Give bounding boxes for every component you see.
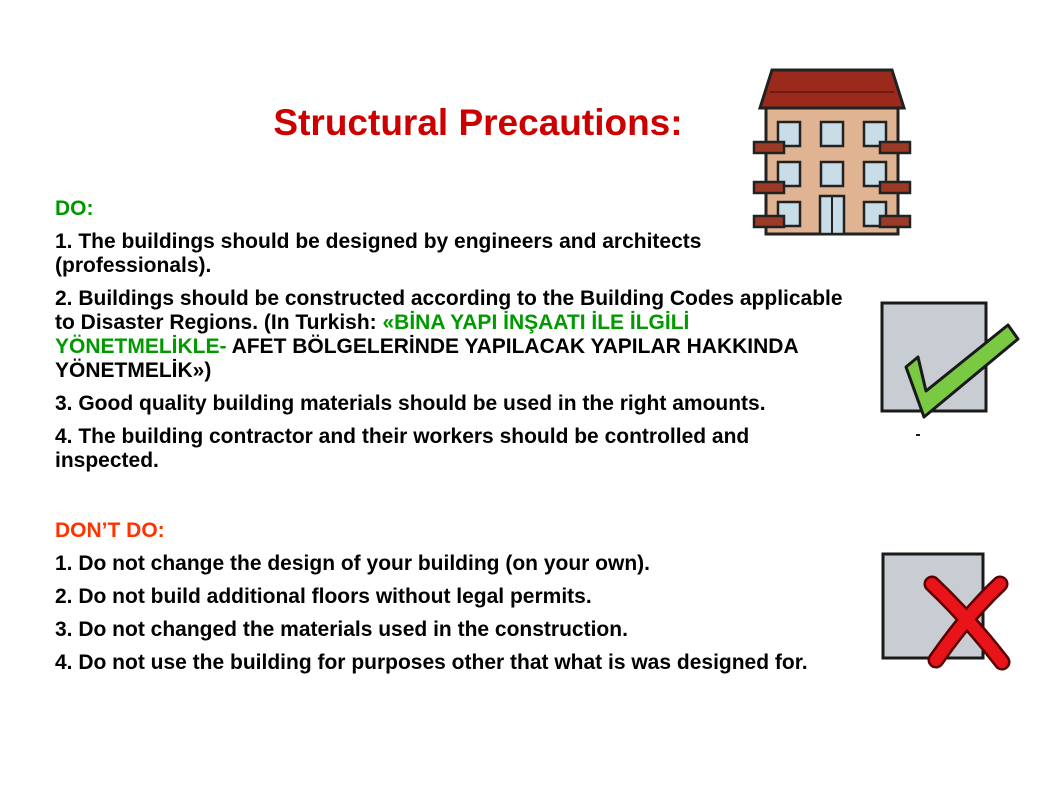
slide-title: Structural Precautions: — [273, 102, 683, 143]
do-item-2-text-end: AFET BÖLGELERİNDE YAPILACAK YAPILAR HAKKINDA YÖNETMELİK») — [55, 335, 798, 382]
cross-icon — [878, 548, 1018, 674]
dont-item-2: 2. Do not build additional floors without legal permits. — [55, 585, 592, 608]
dont-item-4: 4. Do not use the building for purposes other that what is was designed for. — [55, 651, 808, 674]
building-icon — [752, 66, 912, 238]
dont-heading: DON’T DO: — [55, 519, 165, 542]
do-item-2 — [55, 287, 855, 383]
do-item-2-text: 2. Buildings should be constructed according to the Building Codes applicable to Disaster Regions. (In Turkish: — [55, 287, 843, 334]
slide-content — [55, 197, 855, 684]
do-item-1: 1. The buildings should be designed by engineers and architects (professionals). — [55, 230, 702, 277]
do-item-4: 4. The building contractor and their workers should be controlled and inspected. — [55, 425, 750, 472]
do-item-2-turkish-code: «BİNA YAPI İNŞAATI İLE İLGİLİ YÖNETMELİKLE- — [55, 311, 690, 358]
do-heading: DO: — [55, 197, 94, 220]
dont-item-3: 3. Do not changed the materials used in the construction. — [55, 618, 628, 641]
checkmark-icon — [876, 295, 1026, 445]
do-item-3: 3. Good quality building materials should be used in the right amounts. — [55, 392, 766, 415]
dont-item-1: 1. Do not change the design of your building (on your own). — [55, 552, 650, 575]
